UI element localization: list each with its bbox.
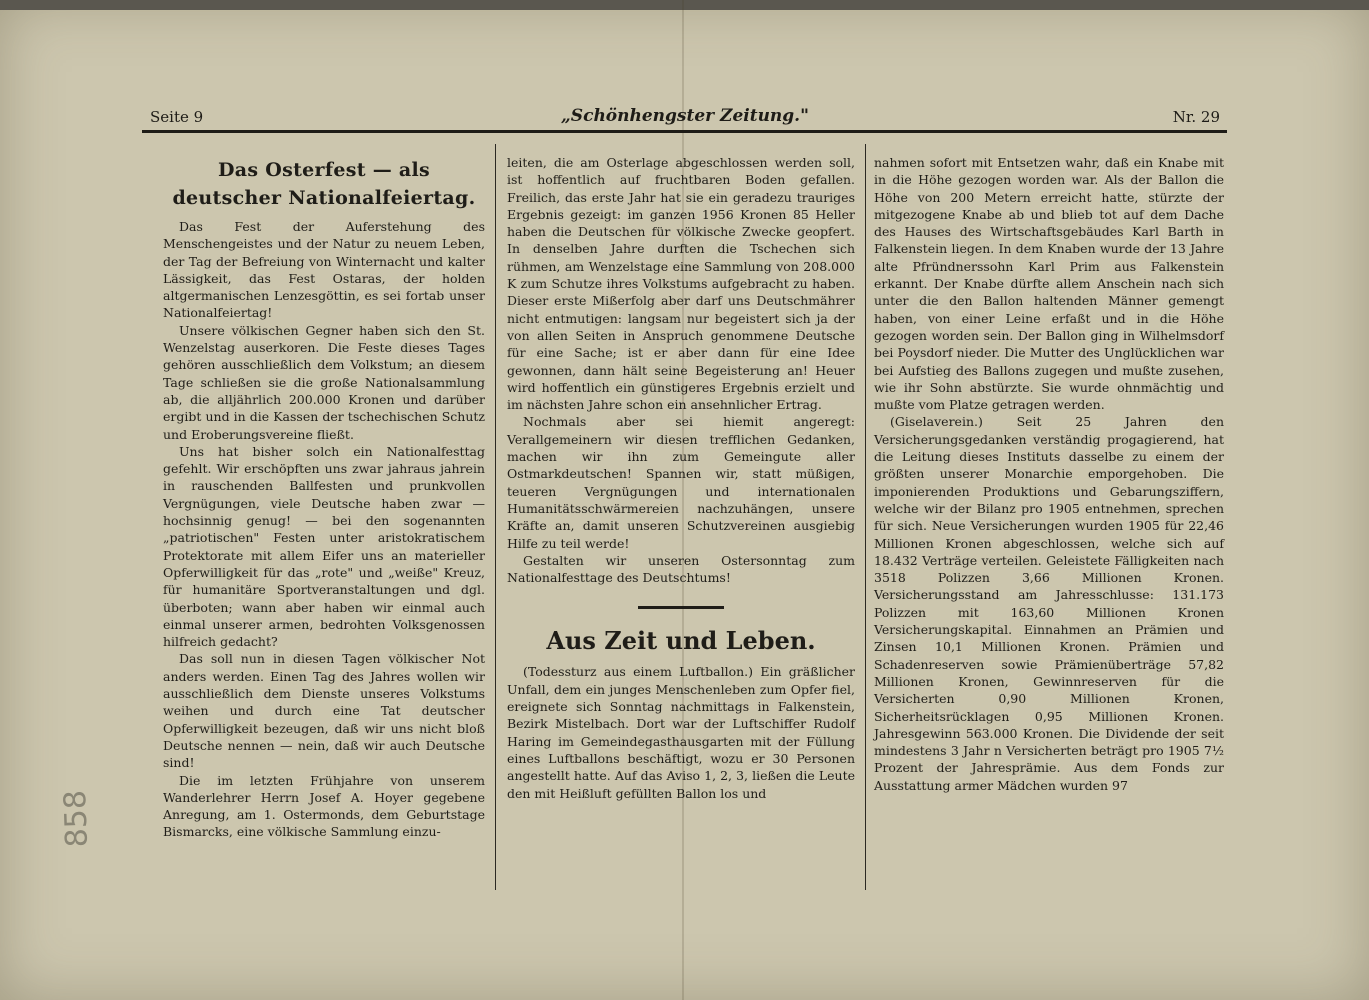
article-paragraph: Nochmals aber sei hiemit angeregt: Verallgemeinern wir diesen trefflichen Gedanken, machen wir ihn zum Gemeingute aller Ostmarkdeutschen! Spannen wir, statt müßigen, teueren Vergnügungen und internationalen Humanitätsschwärmereien nachzuhängen, unsere Kräfte an, damit unseren Schutzvereinen ausgiebig Hilfe zu teil werde! (507, 414, 855, 551)
article-paragraph: Das soll nun in diesen Tagen völkischer Not anders werden. Einen Tag des Jahres wollen wir ausschließlich dem Dienste unseres Volkstums weihen und durch eine Tat deutscher Opferwilligkeit bezeugen, daß wir uns nicht bloß Deutsche nennen — nein, daß wir auch Deutsche sind! (163, 651, 485, 771)
newspaper-title: „Schönhengster Zeitung." (561, 106, 809, 126)
section-divider (638, 606, 724, 609)
article-paragraph: Das Fest der Auferstehung des Menschengeistes und der Natur zu neuem Leben, der Tag der Befreiung von Winternacht und kalter Lässigkeit, das Fest Ostaras, der holden altgermanischen Lenzesgöttin, es sei fortab unser Nationalfeiertag! (163, 219, 485, 321)
news-item: (Todessturz aus einem Luftballon.) Ein gräßlicher Unfall, dem ein junges Menschenleben zum Opfer fiel, ereignete sich Sonntag nachmittags in Falkenstein, Bezirk Mistelbach. Dort war der Luftschiffer Rudolf Haring im Gemeindegasthausgarten mit der Füllung eines Luftballons beschäftigt, wozu er 30 Personen angestellt hatte. Auf das Aviso 1, 2, 3, ließen die Leute den mit Heißluft gefüllten Ballon los und (507, 664, 855, 801)
header-rule (142, 130, 1227, 133)
section-title: Aus Zeit und Leben. (546, 626, 816, 656)
article-headline: Das Osterfest — als deutscher Nationalfeiertag. (172, 159, 476, 209)
column-1 (163, 156, 485, 841)
news-item: nahmen sofort mit Entsetzen wahr, daß ein Knabe mit in die Höhe gezogen worden war. Als der Ballon die Höhe von 200 Metern erreicht hatte, stürzte der mitgezogene Knabe ab und blieb tot auf dem Dache des Hauses des Wirtschaftsgebäudes Karl Barth in Falkenstein liegen. In dem Knaben wurde der 13 Jahre alte Pfründnerssohn Karl Prim aus Falkenstein erkannt. Der Knabe dürfte allem Anschein nach sich unter die den Ballon haltenden Männer gemengt haben, von einer Leine erfaßt und in die Höhe gezogen worden sein. Der Ballon ging in Wilhelmsdorf bei Poysdorf nieder. Die Mutter des Unglücklichen war bei Aufstieg des Ballons zugegen und mußte zusehen, wie ihr Sohn abstürzte. Sie wurde ohnmächtig und mußte vom Platze getragen werden. (874, 155, 1224, 413)
article-paragraph: Uns hat bisher solch ein Nationalfesttag gefehlt. Wir erschöpften uns zwar jahraus jahrein in rauschenden Ballfesten und prunkvollen Vergnügungen, viele Deutsche haben zwar — hochsinnig genug! — bei den sogenannten „patriotischen" Festen unter aristokratischem Protektorate mit allem Eifer uns an materieller Opferwilligkeit für das „rote" und „weiße" Kreuz, für humanitäre Sportveranstaltungen und dgl. überboten; wann aber haben wir einmal auch einmal unserer armen, bedrohten Volksgenossen hilfreich gedacht? (163, 443, 485, 650)
page-header (150, 104, 1220, 130)
scan-edge (0, 0, 1369, 10)
article-paragraph: Gestalten wir unseren Ostersonntag zum Nationalfesttage des Deutschtums! (507, 552, 855, 586)
column-3 (874, 154, 1224, 794)
news-item: (Giselaverein.) Seit 25 Jahren den Versicherungsgedanken verständig progagierend, hat die Leitung dieses Instituts dasselbe zu einem der größten unserer Monarchie emporgehoben. Die imponierenden Produktions und Gebarungsziffern, welche wir der Bilanz pro 1905 entnehmen, sprechen für sich. Neue Versicherungen wurden 1905 für 22,46 Millionen Kronen abgeschlossen, welche sich auf 18.432 Verträge verteilen. Geleistete Fälligkeiten nach 3518 Polizzen 3,66 Millionen Kronen. Versicherungsstand am Jahresschlusse: 131.173 Polizzen mit 163,60 Millionen Kronen Versicherungskapital. Einnahmen an Prämien und Zinsen 10,1 Millionen Kronen. Prämien und Schadenreserven sowie Prämienüberträge 57,82 Millionen Kronen, Gewinnreserven für die Versicherten 0,90 Millionen Kronen, Sicherheitsrücklagen 0,95 Millionen Kronen. Jahresgewinn 563.000 Kronen. Die Dividende der seit mindestens 3 Jahr n Versicherten beträgt pro 1905 7½ Prozent der Jahresprämie. Aus dem Fonds zur Ausstattung armer Mädchen wurden 97 (874, 414, 1224, 793)
page-number: Seite 9 (150, 108, 204, 126)
issue-number: Nr. 29 (1172, 108, 1220, 126)
article-paragraph: leiten, die am Osterlage abgeschlossen werden soll, ist hoffentlich auf fruchtbaren Boden gefallen. Freilich, das erste Jahr hat sie ein geradezu trauriges Ergebnis gezeigt: im ganzen 1956 Kronen 85 Heller haben die Deutschen für völkische Zwecke geopfert. In denselben Jahre durften die Tschechen sich rühmen, am Wenzelstage eine Sammlung von 208.000 K zum Schutze ihres Volkstums aufgebracht zu haben. Dieser erste Mißerfolg aber darf uns Deutschmährer nicht entmutigen: langsam nur begeistert sich ja der von allen Seiten in Anspruch genommene Deutsche für eine Sache; ist er aber dann für eine Idee gewonnen, dann hält seine Begeisterung an! Heuer wird hoffentlich ein günstigeres Ergebnis erzielt und im nächsten Jahre schon ein ansehnlicher Ertrag. (507, 155, 855, 413)
column-rule-2 (865, 144, 866, 890)
margin-note: 858 (58, 789, 95, 848)
article-paragraph: Unsere völkischen Gegner haben sich den St. Wenzelstag auserkoren. Die Feste dieses Tages gehören ausschließlich dem Volkstum; an diesem Tage schließen sie die große Nationalsammlung ab, die alljährlich 200.000 Kronen und darüber ergibt und in die Kassen der tschechischen Schutz und Eroberungsvereine fließt. (163, 322, 485, 442)
column-2 (507, 154, 855, 802)
column-rule-1 (495, 144, 496, 890)
article-paragraph: Die im letzten Frühjahre von unserem Wanderlehrer Herrn Josef A. Hoyer gegebene Anregung, am 1. Ostermonds, dem Geburtstage Bismarcks, eine völkische Sammlung einzu- (163, 772, 485, 840)
